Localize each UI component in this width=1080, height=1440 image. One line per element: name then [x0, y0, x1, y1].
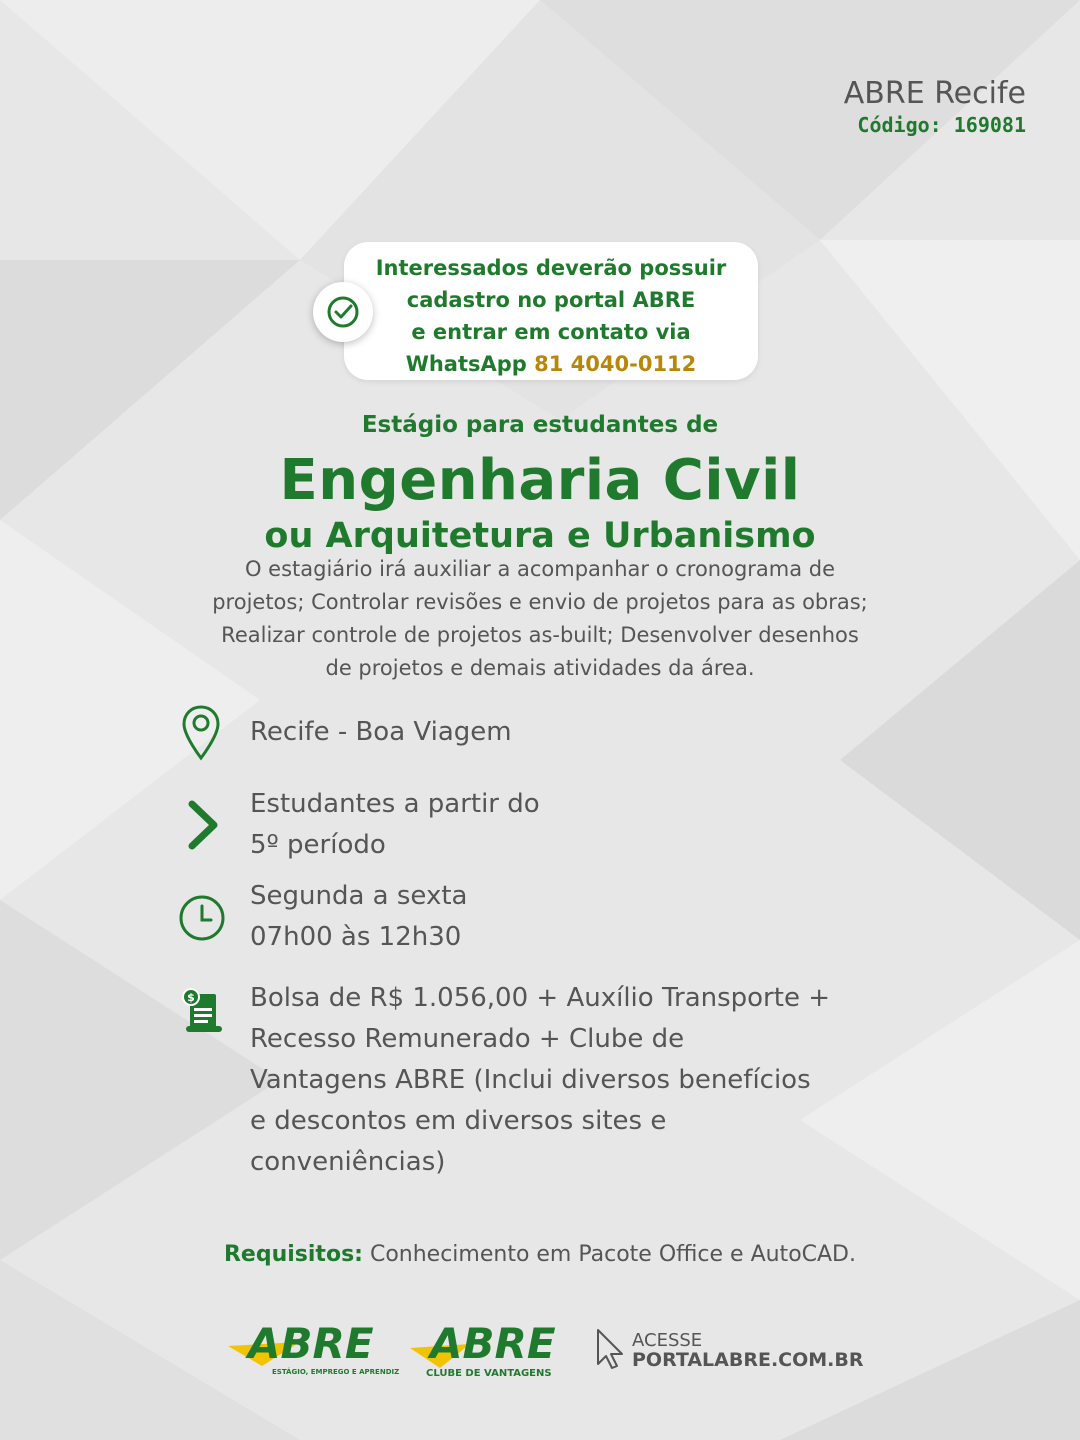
abre-club-text: ABRE — [430, 1319, 556, 1368]
notice-line: cadastro no portal ABRE — [406, 288, 696, 312]
benefits-line: conveniências) — [250, 1147, 446, 1177]
job-code: Código: 169081 — [857, 113, 1026, 137]
notice-whatsapp-line — [344, 348, 758, 380]
benefits-line: e descontos em diversos sites e — [250, 1106, 667, 1136]
schedule-text — [250, 876, 467, 958]
cursor-icon — [598, 1330, 622, 1368]
benefits-text — [250, 978, 830, 1183]
description-line: de projetos e demais atividades da área. — [325, 656, 755, 680]
requirements — [0, 1242, 1080, 1267]
job-title: Engenharia Civil — [279, 448, 801, 513]
portal-url-text: PORTALABRE.COM.BR — [632, 1349, 864, 1371]
requirements-text: Conhecimento em Pacote Office e AutoCAD. — [362, 1242, 856, 1267]
schedule-line: Segunda a sexta — [250, 881, 468, 911]
notice-line: Interessados deverão possuir — [375, 256, 727, 280]
office-name: ABRE Recife — [843, 76, 1026, 111]
abre-club-logo — [410, 1319, 556, 1379]
benefits-line: Bolsa de R$ 1.056,00 + Auxílio Transporte + — [250, 983, 830, 1013]
job-subtitle: Estágio para estudantes de — [361, 412, 719, 438]
portal-top-text: ACESSE — [632, 1330, 703, 1351]
description-line: projetos; Controlar revisões e envio de projetos para as obras; — [212, 590, 868, 614]
header — [844, 76, 1026, 137]
footer-logos — [0, 1318, 1080, 1388]
schedule-line: 07h00 às 12h30 — [250, 922, 462, 952]
location-text: Recife - Boa Viagem — [250, 717, 512, 747]
clock-icon — [178, 894, 226, 942]
portal-link[interactable] — [598, 1330, 864, 1371]
students-line: Estudantes a partir do — [250, 789, 540, 819]
abre-logo-tagline: ESTÁGIO, EMPREGO E APRENDIZ — [272, 1368, 400, 1376]
job-description — [170, 553, 910, 685]
description-line: Realizar controle de projetos as-built; Desenvolver desenhos — [221, 623, 859, 647]
chevron-right-icon — [186, 800, 220, 850]
location-pin-icon — [180, 704, 222, 762]
whatsapp-label: WhatsApp — [405, 352, 527, 376]
contact-notice — [344, 242, 758, 380]
abre-logo-text: ABRE — [248, 1319, 374, 1368]
description-line: O estagiário irá auxiliar a acompanhar o cronograma de — [244, 557, 836, 581]
whatsapp-phone[interactable]: 81 4040-0112 — [534, 352, 697, 376]
students-line: 5º período — [250, 830, 386, 860]
money-document-icon — [182, 988, 224, 1034]
benefits-line: Vantagens ABRE (Inclui diversos benefícios — [250, 1065, 811, 1095]
students-text — [250, 784, 540, 866]
check-circle-icon — [313, 282, 373, 342]
requirements-label: Requisitos: — [223, 1242, 363, 1267]
notice-line: e entrar em contato via — [411, 320, 691, 344]
abre-logo — [228, 1319, 399, 1376]
svg-text:$: $ — [187, 991, 195, 1004]
benefits-line: Recesso Remunerado + Clube de — [250, 1024, 685, 1054]
job-title-alt: ou Arquitetura e Urbanismo — [264, 516, 816, 556]
abre-club-tagline: CLUBE DE VANTAGENS — [426, 1368, 552, 1379]
